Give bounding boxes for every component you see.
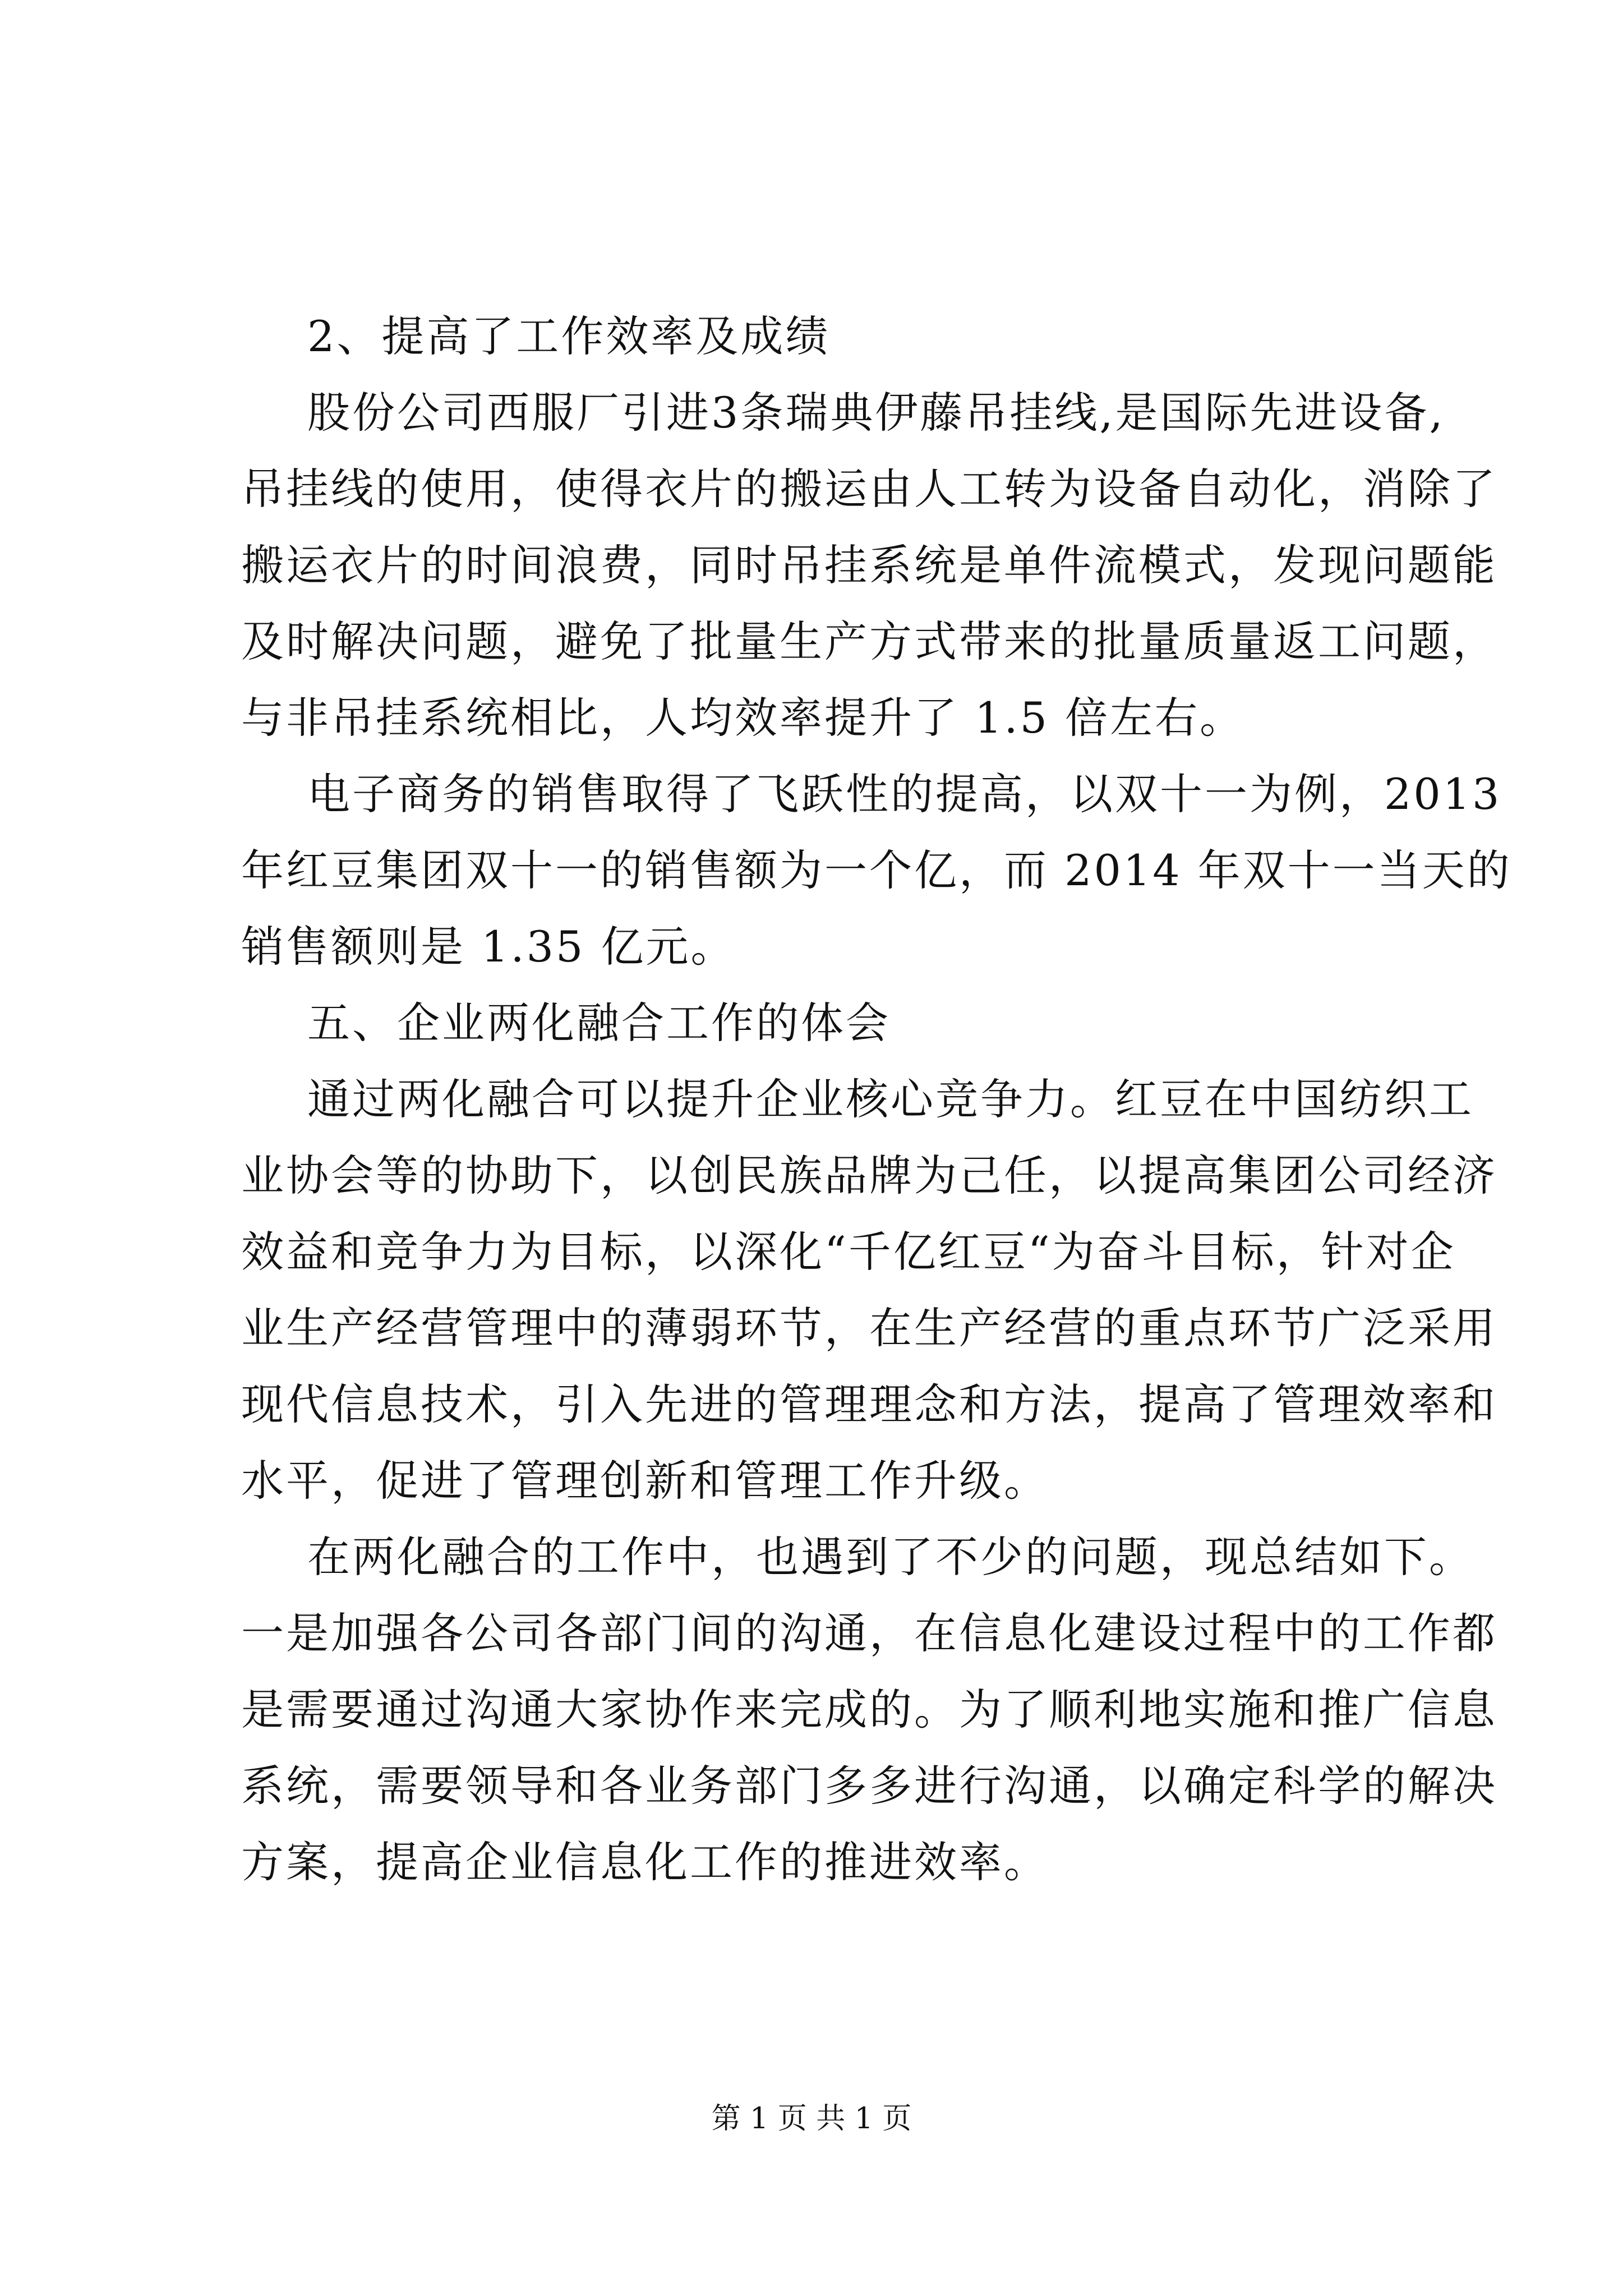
page-footer: 第 1 页 共 1 页 [711, 2102, 912, 2136]
text-line: 股份公司西服厂引进3条瑞典伊藤吊挂线,是国际先进设备, [307, 388, 1445, 438]
text-line: 搬运衣片的时间浪费，同时吊挂系统是单件流模式，发现问题能 [241, 540, 1497, 590]
text-line: 系统，需要领导和各业务部门多多进行沟通，以确定科学的解决 [241, 1761, 1497, 1811]
text-line: 业协会等的协助下，以创民族品牌为己任，以提高集团公司经济 [241, 1151, 1497, 1200]
text-line: 水平，促进了管理创新和管理工作升级。 [241, 1456, 1049, 1506]
text-line: 与非吊挂系统相比，人均效率提升了 1.5 倍左右。 [241, 693, 1245, 743]
text-line: 销售额则是 1.35 亿元。 [241, 922, 736, 972]
text-line: 一是加强各公司各部门间的沟通，在信息化建设过程中的工作都 [241, 1608, 1497, 1658]
text-line: 吊挂线的使用，使得衣片的搬运由人工转为设备自动化，消除了 [241, 464, 1497, 514]
text-line: 在两化融合的工作中，也遇到了不少的问题，现总结如下。 [307, 1532, 1474, 1582]
text-line: 2、提高了工作效率及成绩 [307, 311, 831, 361]
text-line: 业生产经营管理中的薄弱环节，在生产经营的重点环节广泛采用 [241, 1303, 1497, 1353]
text-line: 通过两化融合可以提升企业核心竞争力。红豆在中国纺织工 [307, 1074, 1474, 1124]
text-line: 电子商务的销售取得了飞跃性的提高，以双十一为例，2013 [307, 769, 1502, 819]
section-heading: 五、企业两化融合工作的体会 [307, 998, 891, 1048]
text-line: 及时解决问题，避免了批量生产方式带来的批量质量返工问题， [241, 616, 1497, 666]
text-line: 方案，提高企业信息化工作的推进效率。 [241, 1837, 1049, 1887]
text-line: 年红豆集团双十一的销售额为一个亿，而 2014 年双十一当天的 [241, 845, 1512, 895]
text-line: 现代信息技术，引入先进的管理理念和方法，提高了管理效率和 [241, 1379, 1497, 1429]
text-line: 效益和竞争力为目标，以深化“千亿红豆“为奋斗目标，针对企 [241, 1227, 1456, 1277]
text-line: 是需要通过沟通大家协作来完成的。为了顺利地实施和推广信息 [241, 1685, 1497, 1734]
